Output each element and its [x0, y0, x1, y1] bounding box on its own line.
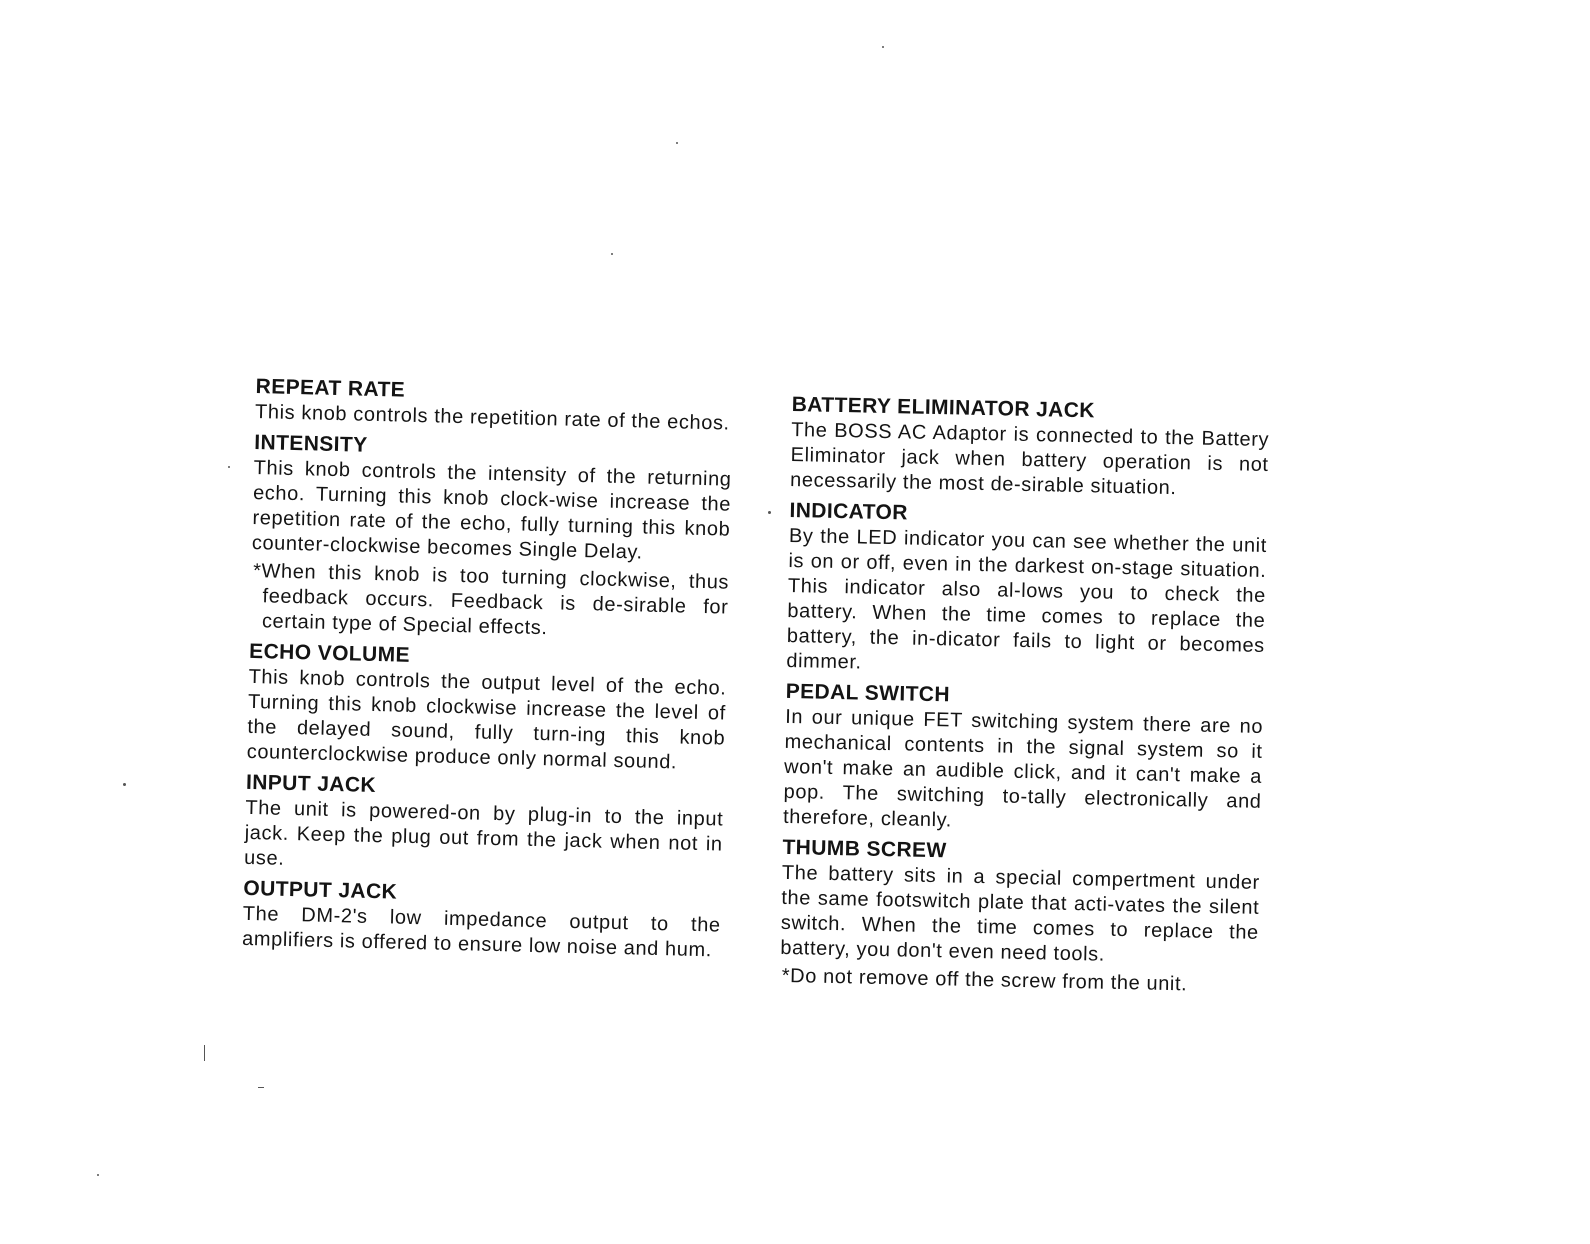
- section-body: By the LED indicator you can see whether the unit is on or off, even in the darkest on-stage situation. This indicator also al-lows you to check the battery. When the time comes to replace the battery, the in-dicator fails to light or becomes dimmer.: [786, 524, 1268, 674]
- section-body: The DM-2's low impedance output to the amplifiers is offered to ensure low noise and hum.: [241, 902, 721, 962]
- section-note: *When this knob is too turning clockwise, thus feedback occurs. Feedback is de-sirable for certain type of Special effects.: [252, 559, 730, 640]
- section-heading: INTENSITY: [254, 430, 368, 457]
- section-heading: OUTPUT JACK: [243, 876, 398, 904]
- section-output-jack: [242, 876, 722, 964]
- left-column: [242, 374, 734, 969]
- section-body: This knob controls the intensity of the returning echo. Turning this knob clock-wise increase the repetition rate of the echo, fully turning this knob counter-clockwise becomes Single Delay.: [251, 456, 732, 564]
- section-echo-volume: [246, 639, 727, 777]
- section-indicator: [786, 498, 1268, 684]
- section-battery-eliminator-jack: [790, 392, 1270, 503]
- section-note: *Do not remove off the screw from the unit.: [781, 964, 1188, 996]
- scan-speck: [123, 783, 126, 786]
- section-heading: PEDAL SWITCH: [785, 679, 951, 707]
- section-body: The unit is powered-on by plug-in to the input jack. Keep the plug out from the jack when not in use.: [243, 796, 724, 870]
- section-body: This knob controls the output level of the echo. Turning this knob clockwise increase the level of the delayed sound, fully turn-ing this knob counterclockwise produce only normal sound.: [246, 665, 727, 774]
- scan-speck: [768, 511, 771, 514]
- right-column: [779, 392, 1270, 1004]
- scan-speck: [676, 142, 678, 144]
- section-heading: BATTERY ELIMINATOR JACK: [791, 392, 1096, 423]
- scan-speck: [97, 1174, 99, 1176]
- section-heading: THUMB SCREW: [782, 835, 947, 863]
- section-pedal-switch: [783, 679, 1264, 840]
- scan-speck: [258, 1087, 264, 1088]
- section-body: In our unique FET switching system there are no mechanical contents in the signal system so it won't make an audible click, and it can't make a pop. The switching to-tally electronically and therefore, cleanly.: [782, 705, 1264, 832]
- section-heading: INPUT JACK: [245, 770, 377, 798]
- scan-speck: [204, 1045, 205, 1061]
- scan-speck: [228, 466, 230, 468]
- section-intensity: [250, 430, 733, 646]
- section-body: This knob controls the repetition rate of the echos.: [254, 400, 730, 435]
- section-input-jack: [244, 770, 724, 883]
- section-thumb-screw: [779, 835, 1260, 999]
- scan-speck: [882, 46, 884, 48]
- section-heading: ECHO VOLUME: [248, 639, 411, 667]
- section-body: The battery sits in a special compertment under the same footswitch plate that acti-vates the silent switch. When the time comes to replace the battery, you don't even need tools.: [780, 861, 1261, 966]
- section-heading: REPEAT RATE: [255, 374, 406, 402]
- section-repeat-rate: [255, 374, 734, 437]
- scan-speck: [611, 253, 613, 255]
- section-body: The BOSS AC Adaptor is connected to the Battery Eliminator jack when battery operation is not necessarily the most de-sirable situation.: [789, 418, 1270, 500]
- section-heading: INDICATOR: [789, 498, 909, 525]
